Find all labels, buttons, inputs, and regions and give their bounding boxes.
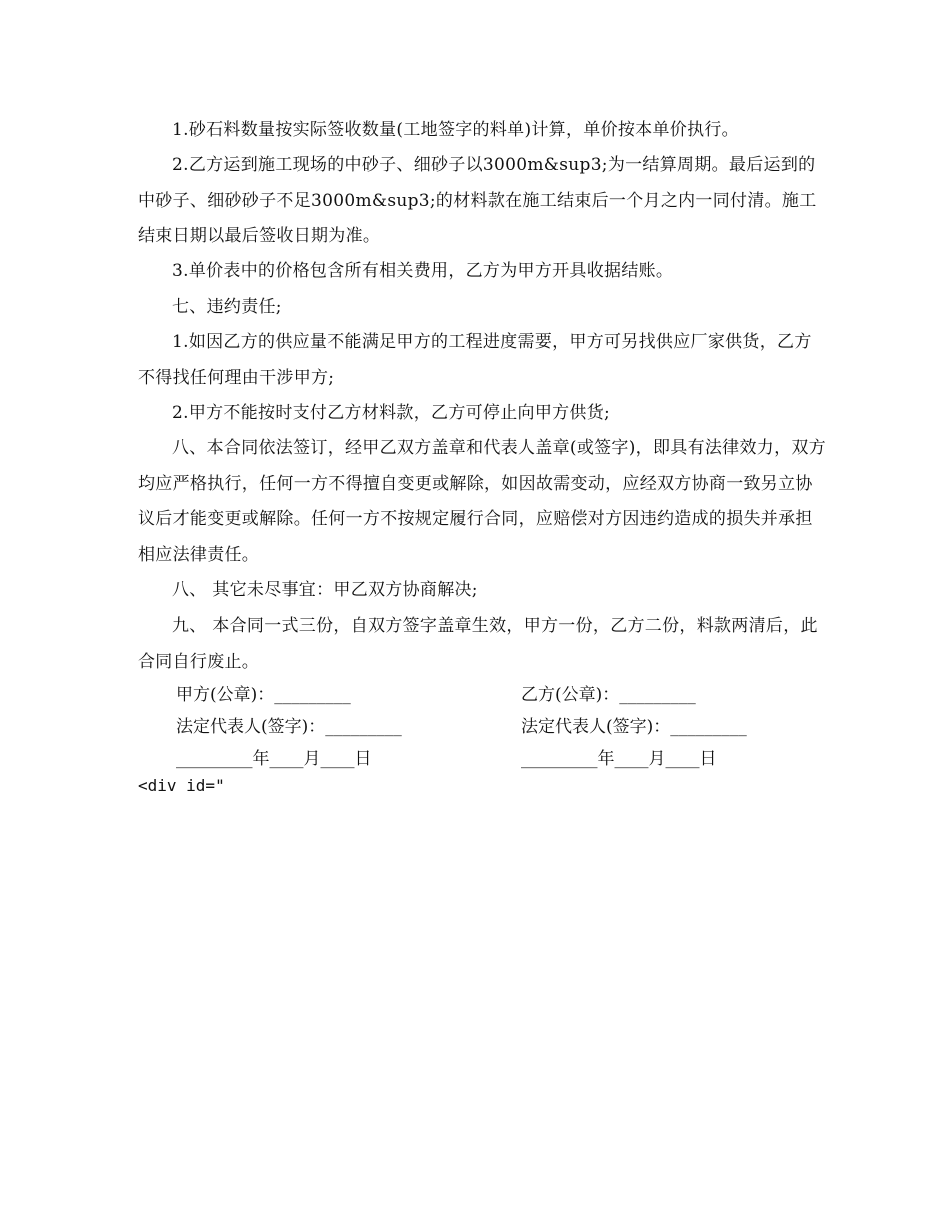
clause-legal-effect: 八、本合同依法签订，经甲乙双方盖章和代表人盖章(或签字)，即具有法律效力，双方均应严格执行，任何一方不得擅自变更或解除，如因故需变动，应经双方协商一致另立协议后才能变更或解除。任何一方不按规定履行合同，应赔偿对方因违约造成的损失并承担相应法律责任。 — [138, 438, 826, 565]
party-b-date-line: _________年____月____日 — [521, 749, 717, 769]
section-breach-heading: 七、违约责任; — [172, 297, 282, 317]
clause-copies: 九、 本合同一式三份，自双方签字盖章生效，甲方一份，乙方二份，料款两清后，此合同自行废止。 — [138, 616, 818, 672]
party-a-seal-line: 甲方(公章)：_________ — [176, 685, 351, 705]
clause-price-includes: 3.单价表中的价格包含所有相关费用，乙方为甲方开具收据结账。 — [172, 261, 674, 281]
party-a-date-line: _________年____月____日 — [176, 749, 372, 769]
party-b-representative-line: 法定代表人(签字)：_________ — [521, 717, 747, 737]
clause-supply-shortage: 1.如因乙方的供应量不能满足甲方的工程进度需要，甲方可另找供应厂家供货，乙方不得找任何理由干涉甲方; — [138, 332, 812, 388]
party-b-seal-line: 乙方(公章)：_________ — [521, 685, 696, 705]
clause-settlement-period: 2.乙方运到施工现场的中砂子、细砂子以3000m&sup3;为一结算周期。最后运到的中砂子、细砂砂子不足3000m&sup3;的材料款在施工结束后一个月之内一同付清。施工结束日期以最后签收日期为准。 — [138, 155, 817, 246]
clause-unit-price: 1.砂石料数量按实际签收数量(工地签字的料单)计算，单价按本单价执行。 — [172, 120, 739, 140]
party-a-representative-line: 法定代表人(签字)：_________ — [176, 717, 402, 737]
clause-other-matters: 八、 其它未尽事宜：甲乙双方协商解决; — [172, 580, 478, 600]
stray-html-fragment: <div id=" — [138, 776, 225, 795]
clause-late-payment: 2.甲方不能按时支付乙方材料款，乙方可停止向甲方供货; — [172, 403, 611, 423]
